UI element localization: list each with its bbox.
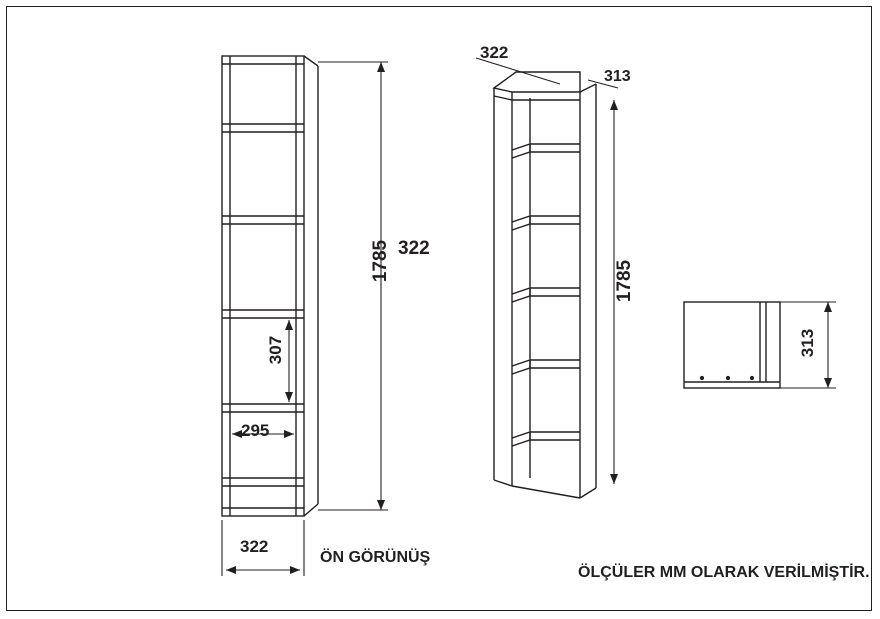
side-view-outline — [684, 302, 780, 388]
dim-label-front-depth-322: 322 — [398, 238, 430, 259]
dim-label-perspective-height-1785: 1785 — [614, 259, 636, 303]
dim-label-front-height-1785: 1785 — [370, 239, 392, 283]
dim-front-gap-307 — [285, 320, 293, 402]
dim-label-inner-width-295: 295 — [241, 421, 270, 440]
front-view-caption: ÖN GÖRÜNÜŞ — [320, 549, 431, 566]
dim-label-perspective-depth-313: 313 — [604, 68, 631, 85]
perspective-view-outline — [494, 72, 596, 498]
dim-label-side-depth-313: 313 — [798, 328, 818, 358]
dim-label-perspective-width-322: 322 — [480, 43, 509, 62]
dim-front-height-1785 — [318, 62, 388, 510]
dim-label-front-width-322: 322 — [240, 537, 269, 556]
front-view-outline — [222, 56, 318, 516]
dim-label-shelf-gap-307: 307 — [266, 335, 286, 365]
units-note: ÖLÇÜLER MM OLARAK VERİLMİŞTİR. — [578, 564, 870, 581]
